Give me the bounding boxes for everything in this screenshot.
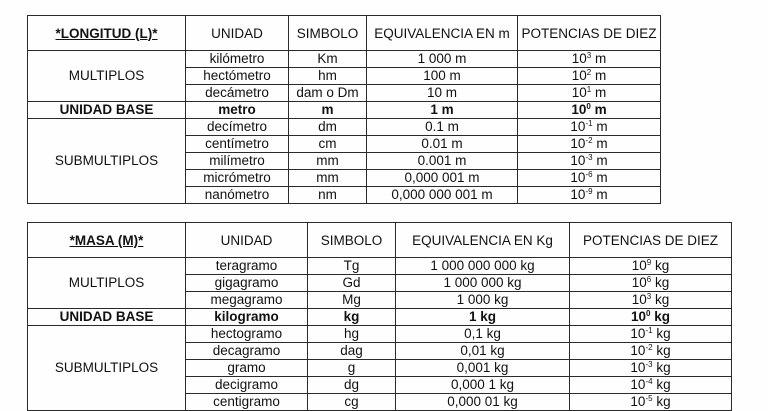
simbolo-cell: cg xyxy=(308,394,396,411)
potencia-cell: $10^{-1}$ kg xyxy=(570,326,732,343)
unidad-cell: gramo xyxy=(186,360,308,377)
unidad-cell: kilómetro xyxy=(186,51,289,68)
table-row xyxy=(28,102,661,119)
equivalencia-cell: 0,000 01 kg xyxy=(396,394,570,411)
unidad-cell: megagramo xyxy=(186,292,308,309)
unidad-cell: milímetro xyxy=(186,153,289,170)
unidad-cell: nanómetro xyxy=(186,187,289,204)
potencia-cell: $10^2$ m xyxy=(518,68,661,85)
equivalencia-cell: 1 000 000 kg xyxy=(396,275,570,292)
potencia-cell: $10^{-9}$ m xyxy=(518,187,661,204)
unidad-cell: hectogramo xyxy=(186,326,308,343)
masa-table xyxy=(27,222,732,411)
potencia-cell: $10^3$ m xyxy=(518,51,661,68)
equivalencia-cell: 1 000 kg xyxy=(396,292,570,309)
unidad-base-group-label: UNIDAD BASE xyxy=(28,102,186,119)
equivalencia-header: EQUIVALENCIA EN Kg xyxy=(396,223,570,258)
potencia-cell: $10^6$ kg xyxy=(570,275,732,292)
simbolo-cell: hm xyxy=(289,68,367,85)
simbolo-cell: m xyxy=(289,102,367,119)
equivalencia-cell: 100 m xyxy=(367,68,518,85)
table-row xyxy=(28,119,661,136)
simbolo-cell: hg xyxy=(308,326,396,343)
equivalencia-cell: 0,001 kg xyxy=(396,360,570,377)
potencias-header: POTENCIAS DE DIEZ xyxy=(570,223,732,258)
simbolo-cell: nm xyxy=(289,187,367,204)
simbolo-header: SIMBOLO xyxy=(308,223,396,258)
longitud-table xyxy=(27,15,661,204)
simbolo-cell: cm xyxy=(289,136,367,153)
multiplos-group-label: MULTIPLOS xyxy=(28,51,186,102)
unidad-cell: decigramo xyxy=(186,377,308,394)
equivalencia-cell: 0,000 1 kg xyxy=(396,377,570,394)
unidad-cell: gigagramo xyxy=(186,275,308,292)
masa-title: *MASA (M)* xyxy=(28,223,186,258)
potencia-cell: $10^{-2}$ kg xyxy=(570,343,732,360)
potencia-cell: $10^{-3}$ m xyxy=(518,153,661,170)
unidad-cell: decímetro xyxy=(186,119,289,136)
equivalencia-cell: 0,000 000 001 m xyxy=(367,187,518,204)
submultiplos-group-label: SUBMULTIPLOS xyxy=(28,119,186,204)
unidad-cell: kilogramo xyxy=(186,309,308,326)
equivalencia-header: EQUIVALENCIA EN m xyxy=(367,16,518,51)
potencia-cell: $10^{-5}$ kg xyxy=(570,394,732,411)
simbolo-cell: dm xyxy=(289,119,367,136)
potencia-cell: $10^0$ kg xyxy=(570,309,732,326)
equivalencia-cell: 1 000 000 000 kg xyxy=(396,258,570,275)
simbolo-cell: dg xyxy=(308,377,396,394)
simbolo-cell: dag xyxy=(308,343,396,360)
simbolo-cell: Gd xyxy=(308,275,396,292)
unidad-cell: decámetro xyxy=(186,85,289,102)
simbolo-cell: Km xyxy=(289,51,367,68)
simbolo-cell: Tg xyxy=(308,258,396,275)
simbolo-cell: kg xyxy=(308,309,396,326)
equivalencia-cell: 0,000 001 m xyxy=(367,170,518,187)
simbolo-cell: mm xyxy=(289,153,367,170)
equivalencia-cell: 1 kg xyxy=(396,309,570,326)
equivalencia-cell: 1 000 m xyxy=(367,51,518,68)
simbolo-cell: mm xyxy=(289,170,367,187)
potencias-header: POTENCIAS DE DIEZ xyxy=(518,16,661,51)
potencia-cell: $10^{-6}$ m xyxy=(518,170,661,187)
unidad-cell: teragramo xyxy=(186,258,308,275)
equivalencia-cell: 1 m xyxy=(367,102,518,119)
multiplos-group-label: MULTIPLOS xyxy=(28,258,186,309)
unidad-header: UNIDAD xyxy=(186,223,308,258)
potencia-cell: $10^{-2}$ m xyxy=(518,136,661,153)
potencia-cell: $10^1$ m xyxy=(518,85,661,102)
table-row xyxy=(28,51,661,68)
table-row xyxy=(28,326,732,343)
unidad-cell: centímetro xyxy=(186,136,289,153)
unidad-cell: metro xyxy=(186,102,289,119)
potencia-cell: $10^{-4}$ kg xyxy=(570,377,732,394)
potencia-cell: $10^{-3}$ kg xyxy=(570,360,732,377)
simbolo-header: SIMBOLO xyxy=(289,16,367,51)
unidad-cell: hectómetro xyxy=(186,68,289,85)
table-row xyxy=(28,309,732,326)
equivalencia-cell: 10 m xyxy=(367,85,518,102)
unidad-cell: centigramo xyxy=(186,394,308,411)
potencia-cell: $10^9$ kg xyxy=(570,258,732,275)
submultiplos-group-label: SUBMULTIPLOS xyxy=(28,326,186,411)
unidad-base-group-label: UNIDAD BASE xyxy=(28,309,186,326)
potencia-cell: $10^{-1}$ m xyxy=(518,119,661,136)
simbolo-cell: g xyxy=(308,360,396,377)
unidad-cell: decagramo xyxy=(186,343,308,360)
equivalencia-cell: 0.01 m xyxy=(367,136,518,153)
simbolo-cell: Mg xyxy=(308,292,396,309)
unidad-cell: micrómetro xyxy=(186,170,289,187)
equivalencia-cell: 0.1 m xyxy=(367,119,518,136)
equivalencia-cell: 0,01 kg xyxy=(396,343,570,360)
equivalencia-cell: 0.001 m xyxy=(367,153,518,170)
table-row xyxy=(28,258,732,275)
unidad-header: UNIDAD xyxy=(186,16,289,51)
longitud-title: *LONGITUD (L)* xyxy=(28,16,186,51)
potencia-cell: $10^3$ kg xyxy=(570,292,732,309)
equivalencia-cell: 0,1 kg xyxy=(396,326,570,343)
simbolo-cell: dam o Dm xyxy=(289,85,367,102)
potencia-cell: $10^0$ m xyxy=(518,102,661,119)
